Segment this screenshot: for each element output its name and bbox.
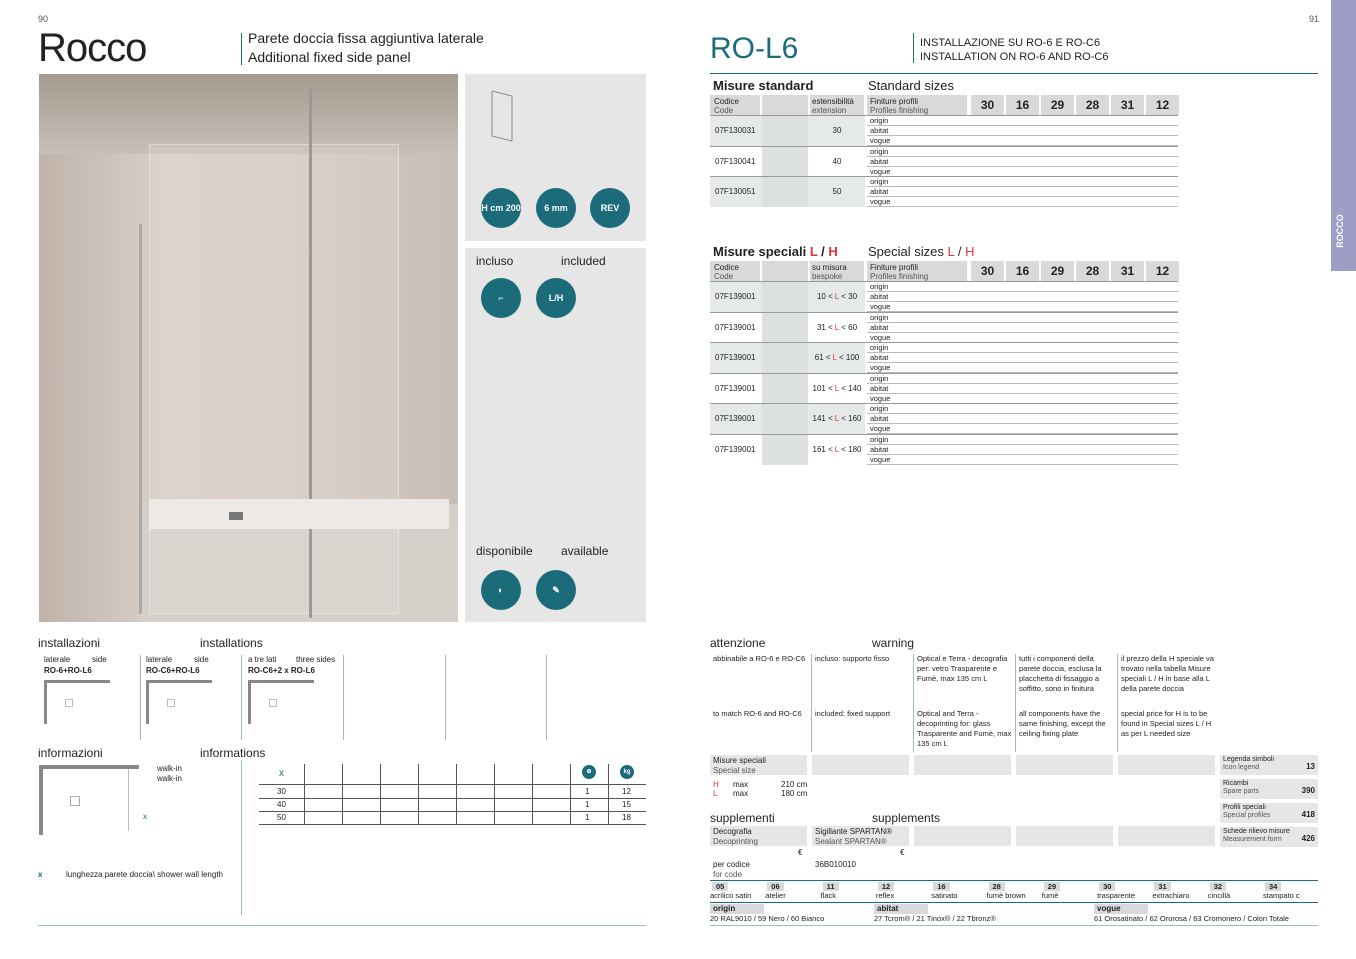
spec-row <box>710 342 1178 373</box>
warning-col-0: abbinabile a RO-6 e RO-C6 to match RO-6 and RO-C6 <box>713 654 806 718</box>
spec-row <box>710 434 1178 465</box>
finish-row-vogue: vogue <box>867 197 1178 207</box>
legend-text: lunghezza parete doccia\ shower wall length <box>66 870 223 879</box>
installation-1: laterale side RO-C6+RO-L6 <box>146 654 241 724</box>
finish-row-origin: origin <box>867 177 1178 187</box>
page-number-left: 90 <box>38 14 49 24</box>
bespoke-header: su misura bespoke <box>810 261 864 281</box>
finish-row-abitat: abitat <box>867 187 1178 197</box>
available-en: available <box>561 544 609 558</box>
warning-col-1: incluso: supporto fisso included: fixed support <box>815 654 891 718</box>
spec-row <box>710 281 1178 312</box>
reversible-icon: REV <box>590 188 630 228</box>
glass-col-31: 31 <box>1111 95 1144 115</box>
finish-group-abitat: abitat 27 Tcrom® / 21 Tinox® / 22 Tbronz® <box>874 904 996 923</box>
inst-it: INSTALLAZIONE SU RO-6 E RO-C6 <box>920 37 1101 49</box>
warning-col-3: tutti i componenti della parete doccia, esclusa la placchetta di fissaggio a soffitto, sono in finitura all components have the same finishing, except the ceiling fixing plate <box>1019 654 1106 738</box>
finish-row-abitat: abitat <box>867 126 1178 136</box>
std-title-it: Misure standard <box>713 78 814 93</box>
finish-row-origin: origin <box>867 374 1178 384</box>
info-table <box>259 764 646 824</box>
package-icon: ⊕ <box>582 765 596 779</box>
info-row: 50 1 18 <box>259 812 646 825</box>
glass-col-28: 28 <box>1076 95 1109 115</box>
glass-col-28: 28 <box>1076 261 1109 281</box>
x-dim-label: x <box>143 812 147 821</box>
finish-row-vogue: vogue <box>867 302 1178 312</box>
finish-row-vogue: vogue <box>867 333 1178 343</box>
row-code: 07F139001 <box>715 414 756 424</box>
glass-31: 31 extrachiaro <box>1152 882 1190 900</box>
installations-en: installations <box>200 636 263 650</box>
row-range: 31 < L < 60 <box>816 322 858 332</box>
glass-06: 06 atelier <box>765 882 786 900</box>
std-title-en: Standard sizes <box>868 78 954 93</box>
finish-row-origin: origin <box>867 282 1178 292</box>
finish-row-abitat: abitat <box>867 384 1178 394</box>
spec-row <box>710 403 1178 434</box>
finish-row-vogue: vogue <box>867 136 1178 146</box>
decoprint-icon: ◐ <box>481 570 521 610</box>
code-header: Codice Code <box>710 95 760 115</box>
installation-diagram <box>248 680 314 724</box>
walkin-en: walk-in <box>157 774 182 783</box>
glass-29: 29 fumè <box>1041 882 1059 900</box>
row-range: 101 < L < 140 <box>812 383 862 393</box>
finish-row-origin: origin <box>867 116 1178 126</box>
side-tab: ROCCO <box>1331 0 1356 271</box>
included-it: incluso <box>476 254 514 268</box>
spec-row <box>710 312 1178 343</box>
finish-row-vogue: vogue <box>867 363 1178 373</box>
installation-2: a tre lati three sides RO-C6+2 x RO-L6 <box>248 654 343 724</box>
std-table <box>710 95 1178 207</box>
row-code: 07F139001 <box>715 292 756 301</box>
installation-0: laterale side RO-6+RO-L6 <box>44 654 139 724</box>
finish-row-vogue: vogue <box>867 424 1178 434</box>
subtitle-en: Additional fixed side panel <box>248 49 411 65</box>
glass-col-29: 29 <box>1041 261 1074 281</box>
installation-diagram <box>44 680 110 724</box>
feature-panel <box>465 74 646 241</box>
row-code: 07F139001 <box>715 353 756 363</box>
finishing-header: Finiture profili Profiles finishing <box>867 261 967 281</box>
sealant-box: Sigillante SPARTAN® Sealant SPARTAN® <box>812 826 909 846</box>
glass-11: 11 flack <box>821 882 876 900</box>
euro-2: € <box>900 848 905 857</box>
product-photo <box>39 74 458 622</box>
walkin-it: walk-in <box>157 764 182 773</box>
wall-profile-icon: ⌐ <box>481 278 521 318</box>
warning-it: attenzione <box>710 636 766 650</box>
glass-34: 34 stampato c <box>1263 882 1300 900</box>
finish-row-abitat: abitat <box>867 445 1178 455</box>
euro-1: € <box>798 848 803 857</box>
finish-group-origin: origin 20 RAL9010 / 59 Nero / 60 Bianco <box>710 904 825 923</box>
glass-col-16: 16 <box>1006 261 1039 281</box>
finish-row-origin: origin <box>867 343 1178 353</box>
installation-diagram <box>146 680 212 724</box>
finish-row-vogue: vogue <box>867 394 1178 404</box>
finish-row-origin: origin <box>867 404 1178 414</box>
glass-col-31: 31 <box>1111 261 1144 281</box>
sealant-icon: ✎ <box>536 570 576 610</box>
glass-col-12: 12 <box>1146 261 1179 281</box>
info-row: 30 1 12 <box>259 786 646 799</box>
page-title: Rocco <box>38 26 147 70</box>
per-code: per codice for code <box>713 860 750 879</box>
extension-header: estensibilità extension <box>810 95 864 115</box>
finish-row-vogue: vogue <box>867 167 1178 177</box>
page-number-right: 91 <box>1309 14 1320 24</box>
glass-col-12: 12 <box>1146 95 1179 115</box>
row-extension: 50 <box>832 187 842 197</box>
row-code: 07F139001 <box>715 444 756 454</box>
row-code: 07F139001 <box>715 322 756 332</box>
installations-it: installazioni <box>38 636 101 650</box>
spec-title-it: Misure speciali L / H <box>713 244 838 259</box>
glass-col-16: 16 <box>1006 95 1039 115</box>
height-200-icon: H cm 200 <box>481 188 521 228</box>
row-code: 07F139001 <box>715 383 756 393</box>
finish-group-vogue: vogue 61 Orosatinato / 62 Ororosa / 63 Cromonero / Colori Totale <box>1094 904 1289 923</box>
row-code: 07F130051 <box>715 187 756 197</box>
info-it: informazioni <box>38 746 103 760</box>
weight-icon: kg <box>620 765 634 779</box>
ref-0[interactable]: Legenda simboli Icon legend 13 <box>1220 755 1318 775</box>
row-extension: 30 <box>832 126 842 135</box>
ref-1[interactable]: Ricambi Spare parts 390 <box>1220 779 1318 799</box>
info-en: informations <box>200 746 266 760</box>
finish-row-vogue: vogue <box>867 455 1178 465</box>
glass-28: 28 fumè brown <box>986 882 1026 900</box>
finish-row-abitat: abitat <box>867 353 1178 363</box>
row-code: 07F130031 <box>715 126 756 135</box>
std-row <box>710 115 1178 146</box>
glass-col-29: 29 <box>1041 95 1074 115</box>
std-row <box>710 146 1178 177</box>
spec-row <box>710 373 1178 404</box>
row-range: 141 < L < 160 <box>812 414 862 424</box>
ref-2[interactable]: Profili speciali Special profiles 418 <box>1220 803 1318 823</box>
l-max-row: L max 180 cm <box>713 789 808 798</box>
seal-code: 36B010010 <box>815 860 856 869</box>
glass-12: 12 reflex <box>875 882 895 900</box>
available-it: disponibile <box>476 544 533 558</box>
finish-row-origin: origin <box>867 147 1178 157</box>
glass-05: 05 acrilico satin <box>710 882 752 900</box>
inst-en: INSTALLATION ON RO-6 AND RO-C6 <box>920 51 1109 63</box>
row-range: 161 < L < 180 <box>812 444 862 454</box>
glass-32: 32 cincillà <box>1207 882 1231 900</box>
glass-16: 16 satinato <box>931 882 958 900</box>
glass-30: 30 trasparente <box>1097 882 1136 900</box>
finishing-header: Finiture profili Profiles finishing <box>867 95 967 115</box>
row-range: 10 < L < 30 <box>816 292 858 301</box>
spec-table <box>710 261 1178 465</box>
warning-col-2: Optical e Terra - decografia per: vetro Trasparente e Fumè, max 135 cm L Optical and Terra - decoprinting for: glass Trasparente and Fumè, max 135 cm L <box>917 654 1012 748</box>
finish-row-abitat: abitat <box>867 323 1178 333</box>
info-x-header: x <box>279 768 284 779</box>
glass-col-30: 30 <box>971 95 1004 115</box>
glass-6mm-icon: 6 mm <box>536 188 576 228</box>
product-code-title: RO-L6 <box>710 32 799 65</box>
glass-col-30: 30 <box>971 261 1004 281</box>
walk-in-diagram <box>39 765 139 835</box>
h-max-row: H max 210 cm <box>713 780 808 789</box>
lh-icon: L/H <box>536 278 576 318</box>
special-size-box: Misure speciali Special size <box>710 755 807 775</box>
spec-title-en: Special sizes L / H <box>868 244 975 259</box>
warning-en: warning <box>872 636 915 650</box>
warning-col-4: il prezzo della H speciale va trovato nella tabella Misure speciali L / H in base alla L della parete doccia special price for H is to be found in Special sizes L / H as per L needed size <box>1121 654 1214 738</box>
std-row <box>710 176 1178 207</box>
panel-diagram-icon <box>487 86 537 146</box>
finish-row-abitat: abitat <box>867 414 1178 424</box>
ref-3[interactable]: Schede rilievo misure Measurement form 426 <box>1220 827 1318 847</box>
included-en: included <box>561 254 606 268</box>
legend-x: x <box>38 870 43 879</box>
row-code: 07F130041 <box>715 156 756 166</box>
row-range: 61 < L < 100 <box>814 353 860 363</box>
finish-row-abitat: abitat <box>867 157 1178 167</box>
info-row: 40 1 15 <box>259 799 646 812</box>
finish-row-origin: origin <box>867 435 1178 445</box>
supplements-it: supplementi <box>710 811 775 825</box>
included-panel <box>465 248 646 622</box>
row-extension: 40 <box>832 156 842 166</box>
supplements-en: supplements <box>872 811 941 825</box>
subtitle-it: Parete doccia fissa aggiuntiva laterale <box>248 30 484 46</box>
finish-row-abitat: abitat <box>867 292 1178 302</box>
code-header: Codice Code <box>710 261 760 281</box>
decoprint-box: Decografia Decoprinting <box>710 826 807 846</box>
finish-row-origin: origin <box>867 313 1178 323</box>
